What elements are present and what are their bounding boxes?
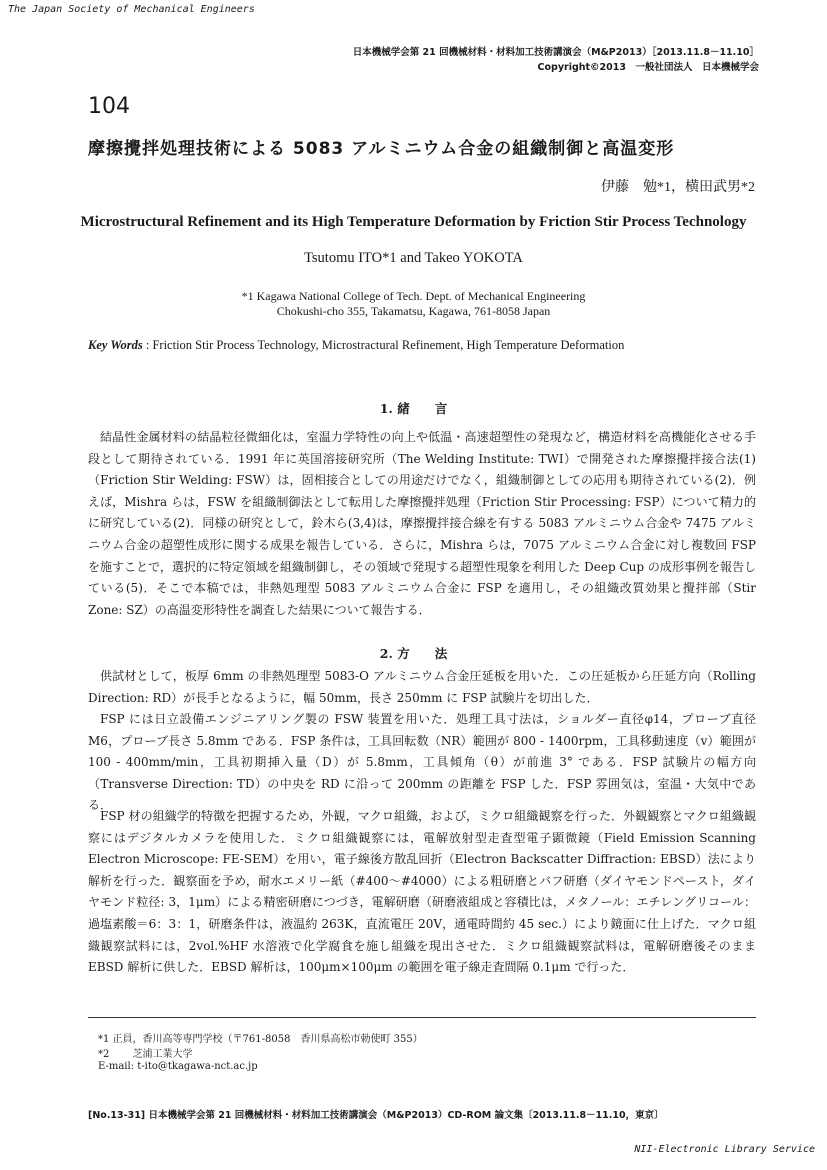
proceedings-footer: [No.13-31] 日本機械学会第 21 回機械材料・材料加工技術講演会（M&P2013）CD-ROM 論文集〔2013.11.8－11.10，東京〕 bbox=[88, 1110, 664, 1121]
keywords-label: Key Words bbox=[88, 338, 143, 352]
methods-paragraph-2: FSP には日立設備エンジニアリング製の FSW 装置を用いた．処理工具寸法は，ショルダー直径φ14，プローブ直径 M6，プローブ長さ 5.8mm である．FSP 条件は，工具回転数（NR）範囲が 800 - 1400rpm，工具移動速度（v）範囲が 100 - 400mm/min，工具初期挿入量（D）が 5.8mm，工具傾角（θ）が前進 3° である．FSP 試験片の幅方向（Transverse Direction: TD）の中央を RD に沿って 200mm の距離を FSP した．FSP 雰囲気は，室温・大気中である． bbox=[88, 712, 756, 813]
society-watermark: The Japan Society of Mechanical Engineers bbox=[8, 4, 255, 15]
methods-paragraph-3: FSP 材の組織学的特徴を把握するため，外観，マクロ組織，および，ミクロ組織観察を行った．外観観察とマクロ組織観察にはデジタルカメラを使用した．ミクロ組織観察には，電解放射型走査型電子顕微鏡（Field Emission Scanning Electron Microscope: FE-SEM）を用い，電子線後方散乱回折（Electron Backscatter Diffraction: EBSD）法により解析を行った．観察面を予め，耐水エメリー紙（#400～#4000）による粗研磨とバフ研磨（ダイヤモンドペースト，ダイヤモンド粒径: 3，1μm）による精密研磨につづき，電解研磨（研磨液組成と容積比は，メタノール：エチレングリコール：過塩素酸＝6：3：1，研磨条件は，液温約 263K，直流電圧 20V，通電時間約 45 sec.）により鏡面に仕上げた．マクロ組織観察試料には，2vol.%HF 水溶液で化学腐食を施し組織を現出させた．ミクロ組織観察試料は，電解研磨後そのまま EBSD 解析に供した．EBSD 解析は，100μm×100μm の範囲を電子線走査間隔 0.1μm で行った． bbox=[88, 809, 756, 975]
methods-paragraph-1: 供試材として，板厚 6mm の非熱処理型 5083-O アルミニウム合金圧延板を用いた．この圧延板から圧延方向（Rolling Direction: RD）が長手となるように，幅 50mm，長さ 250mm に FSP 試験片を切出した． bbox=[88, 669, 756, 705]
title-english: Microstructural Refinement and its High Temperature Deformation by Friction Stir Process Technology bbox=[80, 214, 747, 230]
footnote-1: *1 正員，香川高等専門学校（〒761-8058 香川県高松市勅使町 355） bbox=[98, 1034, 423, 1045]
footnote-divider bbox=[88, 1017, 756, 1018]
section-heading-methods: 2. 方 法 bbox=[379, 646, 448, 661]
section-heading-introduction: 1. 緒 言 bbox=[379, 401, 448, 416]
introduction-paragraph: 結晶性金属材料の結晶粒径微細化は，室温力学特性の向上や低温・高速超塑性の発現など，構造材料を高機能化させる手段として期待されている．1991 年に英国溶接研究所（The Welding Institute: TWI）で開発された摩擦攪拌接合法(1)（Friction Stir Welding: FSW）は，固相接合としての用途だけでなく，組織制御としての応用も期待されている(2)．例えば，Mishra らは，FSW を組織制御法として転用した摩擦攪拌処理（Friction Stir Processing: FSP）について精力的に研究している(2)．同様の研究として，鈴木ら(3,4)は，摩擦攪拌接合線を有する 5083 アルミニウム合金や 7475 アルミニウム合金の超塑性成形に関する成果を報告している．さらに，Mishra らは，7075 アルミニウム合金に対し複数回 FSP を施すことで，選択的に特定領域を組織制御し，その領域で発現する超塑性現象を利用した Deep Cup の成形事例を報告している(5)．そこで本稿では，非熱処理型 5083 アルミニウム合金に FSP を適用し，その組織改質効果と攪拌部（Stir Zone: SZ）の高温変形特性を調査した結果について報告する． bbox=[88, 430, 756, 617]
authors-japanese: 伊藤 勉*1，横田武男*2 bbox=[601, 180, 755, 195]
affiliation-line-1: *1 Kagawa National College of Tech. Dept. of Mechanical Engineering bbox=[241, 289, 586, 303]
affiliation-line-2: Chokushi-cho 355, Takamatsu, Kagawa, 761-8058 Japan bbox=[276, 304, 551, 318]
title-japanese: 摩擦攪拌処理技術による 5083 アルミニウム合金の組織制御と高温変形 bbox=[88, 139, 675, 159]
footnote-2: *2 芝浦工業大学 bbox=[98, 1049, 193, 1060]
keywords-text: : Friction Stir Process Technology, Microstractural Refinement, High Temperature Deformation bbox=[145, 338, 625, 352]
conference-header: 日本機械学会第 21 回機械材料・材料加工技術講演会（M&P2013）［2013.11.8－11.10］ bbox=[352, 47, 759, 58]
paper-number: 104 bbox=[88, 94, 130, 119]
copyright-line: Copyright©2013 一般社団法人 日本機械学会 bbox=[537, 62, 759, 73]
footnote-email: E-mail: t-ito@tkagawa-nct.ac.jp bbox=[98, 1061, 258, 1072]
nii-watermark: NII-Electronic Library Service bbox=[634, 1144, 815, 1155]
authors-english: Tsutomu ITO*1 and Takeo YOKOTA bbox=[304, 250, 523, 266]
keywords bbox=[88, 338, 624, 353]
